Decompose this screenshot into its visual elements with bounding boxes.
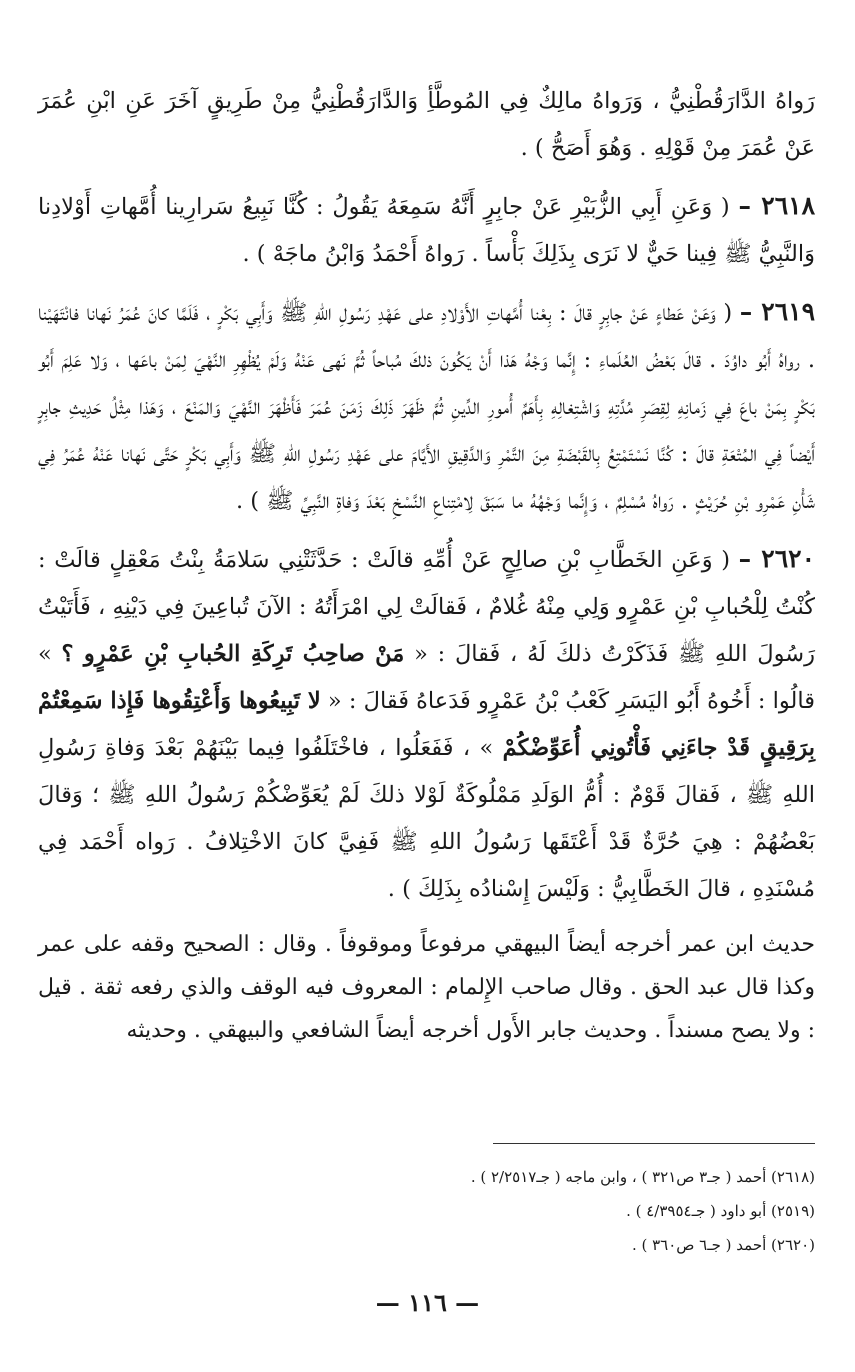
footnotes — [200, 1160, 815, 1262]
hadith-text: ( وَعَنِ أَبِي الزُّبَيْرِ عَنْ جابِرٍ أَنَّهُ سَمِعَهُ يَقُولُ : كُنَّا نَبِيعُ سَرارِينا أُمَّهاتِ أَوْلادِنا وَالنَّبِيُّ ﷺ فِينا حَيٌّ لا نَرَى بِذَلِكَ بَأْساً . رَواهُ أَحْمَدُ وَابْنُ ماجَهْ ) . — [38, 194, 815, 267]
commentary — [38, 923, 815, 1052]
footnote: (٢٦٢٠) أحمد ( جـ٦ ص٣٦٠ ) . — [631, 1236, 815, 1254]
hadith-text: ( وَعَنْ عَطاءٍ عَنْ جابِرٍ قالَ : بِعْنا أُمَّهاتِ الأَوْلادِ على عَهْدِ رَسُولِ اللهِ ﷺ وَأَبِي بَكْرٍ ، فَلَمَّا كانَ عُمَرُ نَهانا فانْتَهَيْنا . رواهُ أَبُو داوُدَ . قالَ بَعْضُ العُلَماءِ : إِنَّما وَجْهُ هَذا أَنْ يَكُونَ ذلكَ مُباحاً ثُمَّ نَهى عَنْهُ وَلَمْ يُظْهِرِ النَّهْيَ لِمَنْ باعَها ، وَلا عَلِمَ أَبُو بَكْرٍ بِمَنْ باعَ فِي زَمانِهِ لِقِصَرِ مُدَّتِهِ وَاشْتِغالِهِ بِأَهَمِّ أُمورِ الدِّينِ ثُمَّ ظَهَرَ ذَلِكَ زَمَنَ عُمَرَ فَأَظْهَرَ النَّهْيَ وَالمَنْعَ ، وَهَذا مِثْلُ حَدِيثِ جابِرٍ أَيْضاً فِي المُتْعَةِ قالَ : كُنَّا نَسْتَمْتِعُ بِالقَبْضَةِ مِنَ التَّمْرِ وَالدَّقِيقِ الأَيَّامَ على عَهْدِ رَسُولِ اللهِ ﷺ وَأَبِي بَكْرٍ حَتَّى نَهانا عَنْهُ عُمَرُ فِي شَأْنِ عَمْرِو بْنِ حُرَيْثٍ . رَواهُ مُسْلِمٌ ، وَإِنَّما وَجْهُهُ ما سَبَقَ لِامْتِناعِ النَّسْخِ بَعْدَ وَفاةِ النَّبِيِّ ﷺ ) . — [38, 300, 815, 514]
footnote: (٢٥١٩) أبو داود ( جـ٤/٣٩٥٤ ) . — [626, 1202, 815, 1220]
prophetic-quote: لا تَبِيعُوها وَأَعْتِقُوها فَإِذا سَمِعْتُمْ بِرَقِيقٍ قَدْ جاءَنِي فَأْتُونِي أُعَوِّضْكُمْ — [38, 688, 815, 761]
prophetic-quote: مَنْ صاحِبُ تَرِكَةِ الحُبابِ بْنِ عَمْرٍو ؟ — [61, 641, 405, 667]
hadith-text: » قالُوا : أَخُوهُ أَبُو اليَسَرِ كَعْبُ بْنُ عَمْرٍو فَدَعاهُ فَقالَ : « — [38, 641, 815, 714]
hadith-number: ٢٦١٩ – — [739, 297, 815, 326]
hadith-text: ( وَعَنِ الخَطَّابِ بْنِ صالِحٍ عَنْ أُمِّهِ قالَتْ : حَدَّثَتْنِي سَلامَةُ بِنْتُ مَعْقِلٍ قالَتْ : كُنْتُ لِلْحُبابِ بْنِ عَمْرٍو وَلِي مِنْهُ غُلامٌ ، فَقالَتْ لِي امْرَأَتُهُ : الآنَ تُباعِينَ فِي دَيْنِهِ ، فَأَتَيْتُ رَسُولَ اللهِ ﷺ فَذَكَرْتُ ذلكَ لَهُ ، فَقالَ : « — [38, 547, 815, 667]
footnote: (٢٦١٨) أحمد ( جـ٣ ص٣٢١ ) ، وابن ماجه ( جـ٢/٢٥١٧ ) . — [470, 1168, 815, 1186]
hadith-text: » ، فَفَعَلُوا ، فاخْتَلَفُوا فِيما بَيْنَهُمْ بَعْدَ وَفاةِ رَسُولِ اللهِ ﷺ ، فَقالَ قَوْمٌ : أُمُّ الوَلَدِ مَمْلُوكَةٌ لَوْلا ذلكَ لَمْ يُعَوِّضْكُمْ رَسُولُ اللهِ ﷺ ؛ وَقالَ بَعْضُهُمْ : هِيَ حُرَّةٌ قَدْ أَعْتَقَها رَسُولُ اللهِ ﷺ فَفِيَّ كانَ الاخْتِلافُ . رَواه أَحْمَد فِي مُسْنَدِهِ ، قالَ الخَطَّابِيُّ : وَلَيْسَ إِسْنادُه بِذَلِكَ ) . — [38, 735, 815, 902]
hadith-2618 — [38, 182, 815, 278]
commentary-text: حديث ابن عمر أخرجه أيضاً البيهقي مرفوعاً وموقوفاً . وقال : الصحيح وقفه على عمر وكذا قال عبد الحق . وقال صاحب الإِلمام : المعروف فيه الوقف والذي رفعه ثقة . قيل : ولا يصح مسنداً . وحديث جابر الأَول أخرجه أيضاً الشافعي والبيهقي . وحديثه — [38, 932, 815, 1043]
paragraph-text: رَواهُ الدَّارَقُطْنِيُّ ، وَرَواهُ مالِكٌ فِي المُوطَّأِ وَالدَّارَقُطْنِيُّ مِنْ طَرِيقٍ آخَرَ عَنِ ابْنِ عُمَرَ عَنْ عُمَرَ مِنْ قَوْلِهِ . وَهُوَ أَصَحُّ ) . — [38, 88, 815, 161]
page-body — [38, 78, 815, 1052]
page-number: — ١١٦ — — [375, 1288, 480, 1317]
hadith-2620 — [38, 535, 815, 913]
footnote-divider — [493, 1143, 815, 1144]
hadith-number: ٢٦٢٠ – — [738, 544, 816, 573]
hadith-2619 — [38, 288, 815, 525]
hadith-number: ٢٦١٨ – — [738, 191, 815, 220]
paragraph-continuation — [38, 78, 815, 172]
